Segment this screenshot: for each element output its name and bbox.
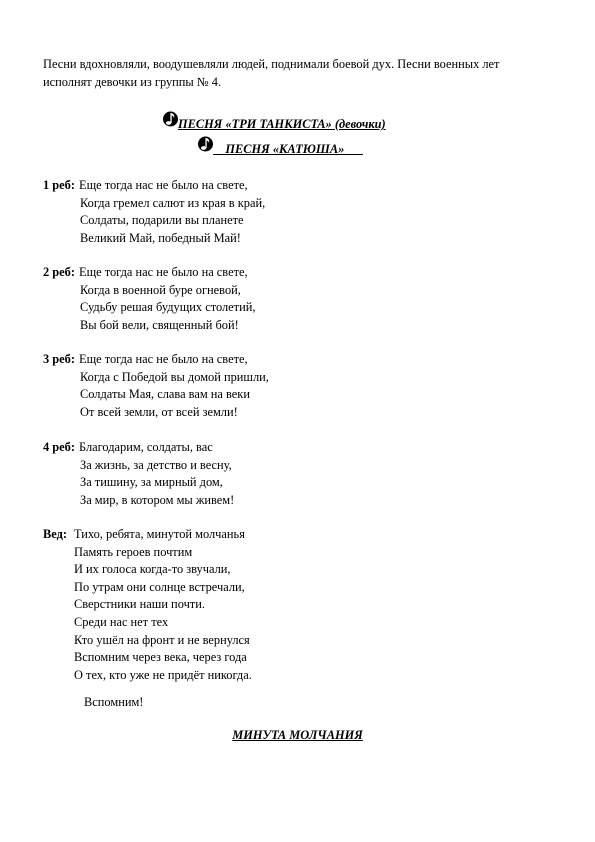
closing-line: Вспомним! [84,695,144,709]
verse-child-3 [43,351,269,421]
verse-line: И их голоса когда-то звучали, [74,562,231,577]
verse-line: О тех, кто уже не придёт никогда. [74,667,252,682]
verse-child-1 [43,177,265,247]
verse-line: По утрам они солнце встречали, [74,579,245,594]
verse-line: Солдаты Мая, слава вам на веки [80,387,250,402]
verse-line: Великий Май, победный Май! [80,230,241,245]
music-note-icon [163,110,178,128]
verse-line: Вспомним через века, через года [74,650,247,665]
verse-host [43,526,252,684]
music-note-icon [198,135,213,153]
verse-line: Солдаты, подарили вы планете [80,213,244,228]
verse-line: Когда гремел салют из края в край, [80,195,266,210]
speaker-label: 2 реб: [43,265,76,279]
verse-line: Когда с Победой вы домой пришли, [80,369,269,384]
verse-line: Тихо, ребята, минутой молчанья [74,527,245,541]
minute-of-silence-heading: МИНУТА МОЛЧАНИЯ [232,728,363,742]
speaker-label: 4 реб: [43,440,76,454]
speaker-label: 1 реб: [43,178,76,192]
intro-line-1: Песни вдохновляли, воодушевляли людей, поднимали боевой дух. Песни военных лет [43,57,500,71]
verse-line: Благодарим, солдаты, вас [79,440,213,454]
verse-line: Память героев почтим [74,544,193,559]
verse-line: За мир, в котором мы живем! [80,492,235,507]
verse-line: Еще тогда нас не было на свете, [79,265,248,279]
verse-line: Когда в военной буре огневой, [80,282,241,297]
verse-line: Судьбу решая будущих столетий, [80,300,256,315]
verse-child-2 [43,264,255,334]
speaker-label: 3 реб: [43,352,76,366]
verse-line: От всей земли, от всей земли! [80,404,238,419]
verse-child-4 [43,439,234,509]
song-title-katyusha: ПЕСНЯ «КАТЮША» [213,142,363,156]
intro-line-2: исполнят девочки из группы № 4. [43,74,222,89]
intro-paragraph [43,56,499,91]
speaker-label: Вед: [43,527,67,541]
verse-line: За тишину, за мирный дом, [80,475,223,490]
verse-line: Еще тогда нас не было на свете, [79,178,248,192]
verse-line: За жизнь, за детство и весну, [80,457,232,472]
verse-line: Среди нас нет тех [74,614,169,629]
verse-line: Сверстники наши почти. [74,597,205,612]
verse-line: Еще тогда нас не было на свете, [79,352,248,366]
song-title-tri-tankista: ПЕСНЯ «ТРИ ТАНКИСТА» (девочки) [178,117,386,131]
verse-line: Вы бой вели, священный бой! [80,317,239,332]
verse-line: Кто ушёл на фронт и не вернулся [74,632,250,647]
